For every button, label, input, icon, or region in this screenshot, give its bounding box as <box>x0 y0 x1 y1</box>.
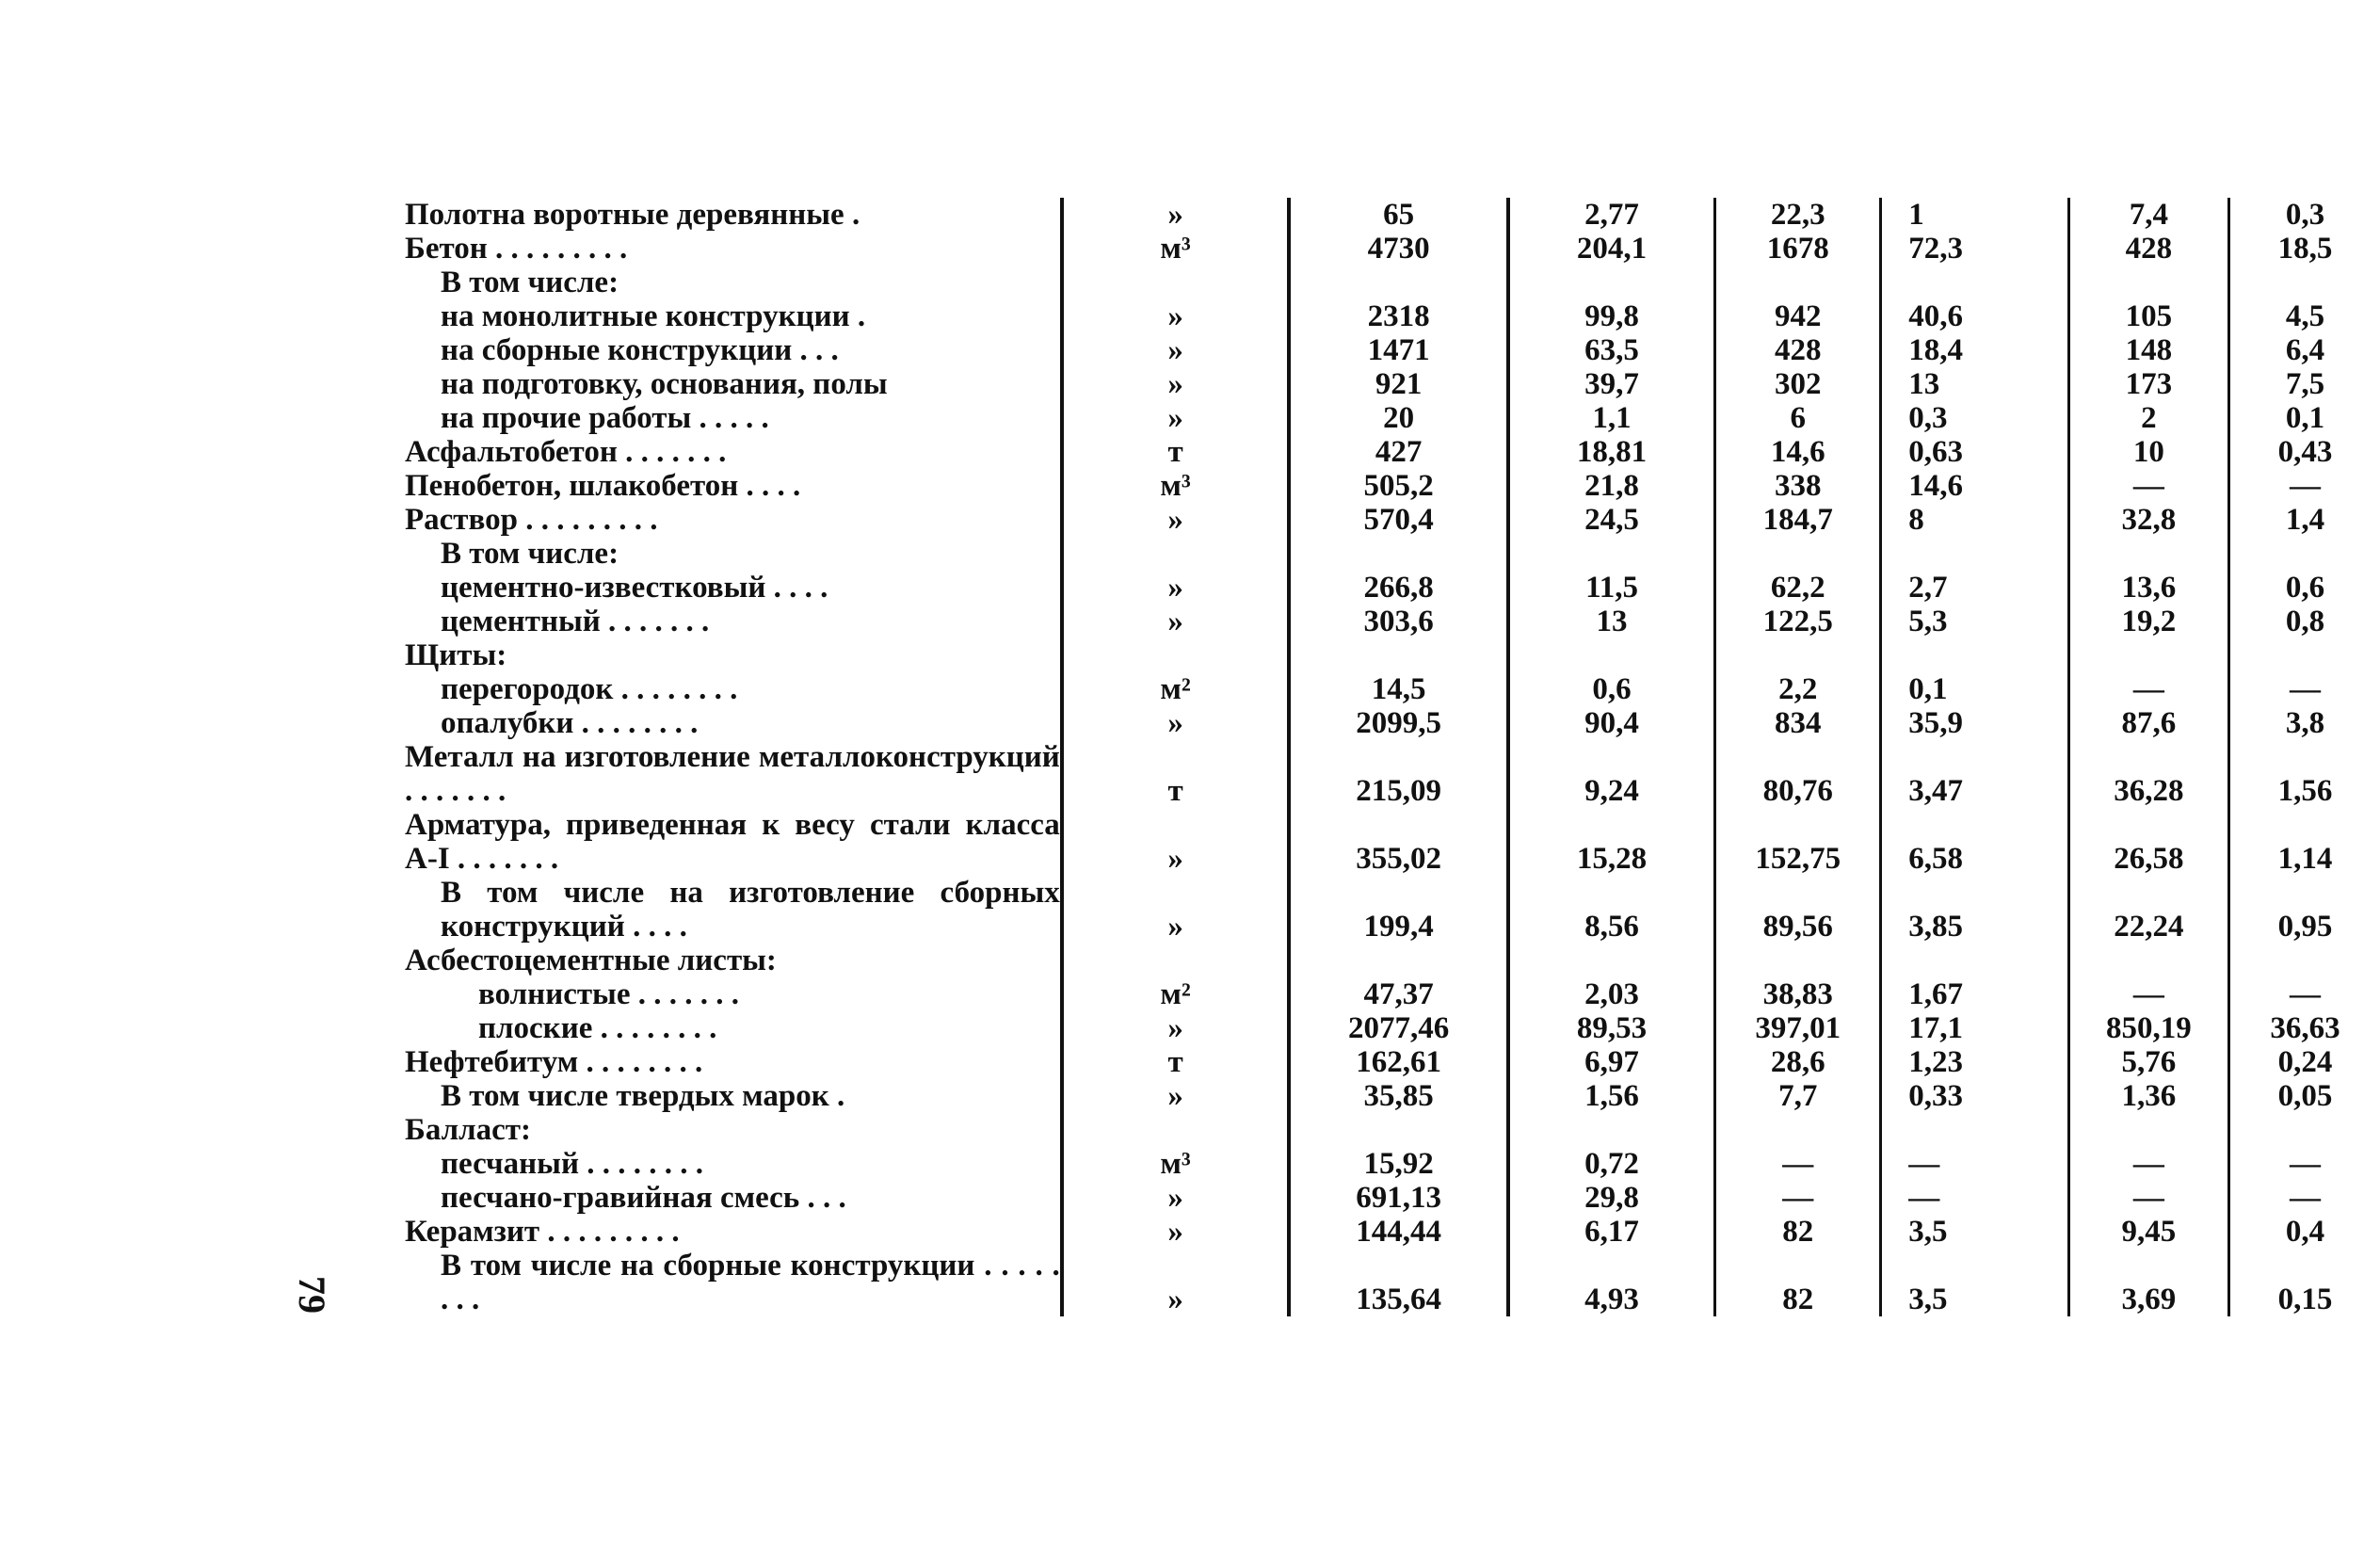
value-cell-col4: 0,33 <box>1881 1079 2069 1113</box>
value-cell-col5: 13,6 <box>2068 571 2228 605</box>
unit-cell: » <box>1062 1181 1290 1215</box>
unit-cell <box>1062 944 1290 977</box>
value-cell-col5: 22,24 <box>2068 876 2228 944</box>
value-cell-col4: 6,58 <box>1881 808 2069 876</box>
value-cell-col6: 0,24 <box>2228 1045 2380 1079</box>
value-cell-col1: 14,5 <box>1289 672 1508 706</box>
table-row <box>405 808 2380 876</box>
value-cell-col6 <box>2228 1113 2380 1147</box>
value-cell-col1: 15,92 <box>1289 1147 1508 1181</box>
table-row <box>405 706 2380 740</box>
value-cell-col3: 184,7 <box>1715 503 1881 537</box>
value-cell-col2: 2,03 <box>1508 977 1715 1011</box>
value-cell-col1 <box>1289 537 1508 571</box>
unit-cell: » <box>1062 367 1290 401</box>
unit-cell: т <box>1062 740 1290 808</box>
value-cell-col2: 15,28 <box>1508 808 1715 876</box>
unit-cell: » <box>1062 808 1290 876</box>
unit-cell: м³ <box>1062 232 1290 266</box>
table-row <box>405 435 2380 469</box>
material-name: Пенобетон, шлакобетон . . . . <box>405 469 801 503</box>
value-cell-col5: 1,36 <box>2068 1079 2228 1113</box>
value-cell-col5: 850,19 <box>2068 1011 2228 1045</box>
value-cell-col6: 0,8 <box>2228 605 2380 638</box>
value-cell-col6: 0,3 <box>2228 198 2380 232</box>
table-row <box>405 740 2380 808</box>
value-cell-col4: 3,5 <box>1881 1249 2069 1316</box>
table-row <box>405 977 2380 1011</box>
value-cell-col5 <box>2068 266 2228 299</box>
value-cell-col1: 162,61 <box>1289 1045 1508 1079</box>
value-cell-col2: 0,72 <box>1508 1147 1715 1181</box>
table-row <box>405 401 2380 435</box>
value-cell-col6: 0,43 <box>2228 435 2380 469</box>
value-cell-col3: 82 <box>1715 1249 1881 1316</box>
value-cell-col2: 1,1 <box>1508 401 1715 435</box>
value-cell-col4: — <box>1881 1181 2069 1215</box>
value-cell-col1: 135,64 <box>1289 1249 1508 1316</box>
value-cell-col4: 17,1 <box>1881 1011 2069 1045</box>
value-cell-col2: 2,77 <box>1508 198 1715 232</box>
value-cell-col4: 13 <box>1881 367 2069 401</box>
value-cell-col2 <box>1508 638 1715 672</box>
value-cell-col3: 22,3 <box>1715 198 1881 232</box>
value-cell-col6: — <box>2228 977 2380 1011</box>
value-cell-col4: 14,6 <box>1881 469 2069 503</box>
value-cell-col3: 82 <box>1715 1215 1881 1249</box>
value-cell-col4: 35,9 <box>1881 706 2069 740</box>
value-cell-col6: 1,4 <box>2228 503 2380 537</box>
value-cell-col5: 148 <box>2068 333 2228 367</box>
value-cell-col5: 428 <box>2068 232 2228 266</box>
material-name: Раствор . . . . . . . . . <box>405 503 658 537</box>
material-name: Арматура, приведенная к весу стали класса A-I . . . . . . . <box>405 808 1060 876</box>
value-cell-col2: 90,4 <box>1508 706 1715 740</box>
value-cell-col6: 0,15 <box>2228 1249 2380 1316</box>
value-cell-col2: 24,5 <box>1508 503 1715 537</box>
table-row <box>405 299 2380 333</box>
value-cell-col5: 26,58 <box>2068 808 2228 876</box>
material-name: В том числе на сборные конструкции . . . . . . . . <box>441 1249 1060 1316</box>
unit-cell: » <box>1062 1011 1290 1045</box>
value-cell-col3: 942 <box>1715 299 1881 333</box>
value-cell-col3: — <box>1715 1147 1881 1181</box>
value-cell-col1: 266,8 <box>1289 571 1508 605</box>
table-row <box>405 1113 2380 1147</box>
value-cell-col1 <box>1289 638 1508 672</box>
value-cell-col3: 38,83 <box>1715 977 1881 1011</box>
value-cell-col4: 0,1 <box>1881 672 2069 706</box>
material-name: на подготовку, основания, полы <box>441 367 888 401</box>
value-cell-col2: 204,1 <box>1508 232 1715 266</box>
value-cell-col6: 4,5 <box>2228 299 2380 333</box>
value-cell-col4 <box>1881 266 2069 299</box>
value-cell-col3: 28,6 <box>1715 1045 1881 1079</box>
unit-cell: м³ <box>1062 1147 1290 1181</box>
material-name: Щиты: <box>405 638 507 672</box>
value-cell-col1: 355,02 <box>1289 808 1508 876</box>
value-cell-col6: 1,14 <box>2228 808 2380 876</box>
value-cell-col4: 1,67 <box>1881 977 2069 1011</box>
value-cell-col3: 1678 <box>1715 232 1881 266</box>
value-cell-col3: 80,76 <box>1715 740 1881 808</box>
unit-cell: » <box>1062 333 1290 367</box>
unit-cell: м³ <box>1062 469 1290 503</box>
unit-cell: м² <box>1062 672 1290 706</box>
material-name: цементно-известковый . . . . <box>441 571 828 605</box>
value-cell-col3: 338 <box>1715 469 1881 503</box>
value-cell-col1: 20 <box>1289 401 1508 435</box>
material-name: Полотна воротные деревянные . <box>405 198 860 232</box>
value-cell-col1: 4730 <box>1289 232 1508 266</box>
value-cell-col3: 834 <box>1715 706 1881 740</box>
unit-cell: » <box>1062 503 1290 537</box>
value-cell-col6: — <box>2228 469 2380 503</box>
unit-cell <box>1062 266 1290 299</box>
unit-cell <box>1062 537 1290 571</box>
unit-cell: » <box>1062 1215 1290 1249</box>
table-row <box>405 537 2380 571</box>
table-row <box>405 571 2380 605</box>
value-cell-col2: 4,93 <box>1508 1249 1715 1316</box>
material-name: волнистые . . . . . . . <box>478 977 739 1011</box>
value-cell-col4: 3,85 <box>1881 876 2069 944</box>
value-cell-col3: 14,6 <box>1715 435 1881 469</box>
value-cell-col4: 8 <box>1881 503 2069 537</box>
value-cell-col4: 72,3 <box>1881 232 2069 266</box>
value-cell-col5 <box>2068 537 2228 571</box>
unit-cell: т <box>1062 435 1290 469</box>
value-cell-col6: 3,8 <box>2228 706 2380 740</box>
table-row <box>405 232 2380 266</box>
value-cell-col2 <box>1508 1113 1715 1147</box>
value-cell-col5: — <box>2068 469 2228 503</box>
value-cell-col6: 0,4 <box>2228 1215 2380 1249</box>
table-row <box>405 1249 2380 1316</box>
unit-cell: » <box>1062 198 1290 232</box>
value-cell-col1 <box>1289 266 1508 299</box>
value-cell-col5 <box>2068 638 2228 672</box>
value-cell-col6: 18,5 <box>2228 232 2380 266</box>
material-name: Нефтебитум . . . . . . . . <box>405 1045 703 1079</box>
unit-cell: » <box>1062 876 1290 944</box>
value-cell-col1: 570,4 <box>1289 503 1508 537</box>
value-cell-col6 <box>2228 944 2380 977</box>
value-cell-col1: 2099,5 <box>1289 706 1508 740</box>
table-row <box>405 469 2380 503</box>
value-cell-col5: — <box>2068 1181 2228 1215</box>
value-cell-col6: 36,63 <box>2228 1011 2380 1045</box>
value-cell-col4 <box>1881 944 2069 977</box>
value-cell-col3: 428 <box>1715 333 1881 367</box>
unit-cell: т <box>1062 1045 1290 1079</box>
unit-cell: » <box>1062 299 1290 333</box>
table-row <box>405 1079 2380 1113</box>
value-cell-col1: 199,4 <box>1289 876 1508 944</box>
value-cell-col6: 1,56 <box>2228 740 2380 808</box>
value-cell-col5: 10 <box>2068 435 2228 469</box>
value-cell-col4: 18,4 <box>1881 333 2069 367</box>
value-cell-col5: 32,8 <box>2068 503 2228 537</box>
value-cell-col1: 691,13 <box>1289 1181 1508 1215</box>
value-cell-col1: 303,6 <box>1289 605 1508 638</box>
material-name: перегородок . . . . . . . . <box>441 672 738 706</box>
material-name: на монолитные конструкции . <box>441 299 866 333</box>
value-cell-col1: 35,85 <box>1289 1079 1508 1113</box>
value-cell-col4 <box>1881 1113 2069 1147</box>
unit-cell: » <box>1062 605 1290 638</box>
value-cell-col2: 89,53 <box>1508 1011 1715 1045</box>
table-row <box>405 605 2380 638</box>
material-name: Асбестоцементные листы: <box>405 944 777 977</box>
value-cell-col2: 6,97 <box>1508 1045 1715 1079</box>
value-cell-col6: 0,1 <box>2228 401 2380 435</box>
value-cell-col4: — <box>1881 1147 2069 1181</box>
page-number: 79 <box>291 1276 333 1314</box>
table-row <box>405 1215 2380 1249</box>
material-name: В том числе: <box>441 537 619 571</box>
table-row <box>405 367 2380 401</box>
value-cell-col6 <box>2228 266 2380 299</box>
value-cell-col4: 1,23 <box>1881 1045 2069 1079</box>
unit-cell: » <box>1062 1249 1290 1316</box>
material-name: на сборные конструкции . . . <box>441 333 839 367</box>
material-name: песчано-гравийная смесь . . . <box>441 1181 846 1215</box>
value-cell-col6: 6,4 <box>2228 333 2380 367</box>
unit-cell: » <box>1062 706 1290 740</box>
value-cell-col5: — <box>2068 672 2228 706</box>
table-row <box>405 198 2380 232</box>
value-cell-col5 <box>2068 1113 2228 1147</box>
value-cell-col5: 7,4 <box>2068 198 2228 232</box>
value-cell-col3: 2,2 <box>1715 672 1881 706</box>
material-name: Металл на изготовление металлоконструкций . . . . . . . <box>405 740 1060 808</box>
table-row <box>405 944 2380 977</box>
value-cell-col1 <box>1289 1113 1508 1147</box>
value-cell-col3: 89,56 <box>1715 876 1881 944</box>
value-cell-col3: 6 <box>1715 401 1881 435</box>
value-cell-col2: 29,8 <box>1508 1181 1715 1215</box>
value-cell-col5: 173 <box>2068 367 2228 401</box>
table-row <box>405 672 2380 706</box>
value-cell-col6: 0,6 <box>2228 571 2380 605</box>
value-cell-col2: 6,17 <box>1508 1215 1715 1249</box>
value-cell-col4: 1 <box>1881 198 2069 232</box>
value-cell-col6 <box>2228 638 2380 672</box>
value-cell-col3: 302 <box>1715 367 1881 401</box>
value-cell-col2: 18,81 <box>1508 435 1715 469</box>
value-cell-col5: — <box>2068 977 2228 1011</box>
value-cell-col1: 65 <box>1289 198 1508 232</box>
value-cell-col2: 13 <box>1508 605 1715 638</box>
value-cell-col1: 2077,46 <box>1289 1011 1508 1045</box>
value-cell-col3: 152,75 <box>1715 808 1881 876</box>
unit-cell: » <box>1062 401 1290 435</box>
value-cell-col4: 5,3 <box>1881 605 2069 638</box>
value-cell-col1: 47,37 <box>1289 977 1508 1011</box>
value-cell-col6: — <box>2228 1181 2380 1215</box>
value-cell-col2: 0,6 <box>1508 672 1715 706</box>
value-cell-col5: 36,28 <box>2068 740 2228 808</box>
value-cell-col1: 215,09 <box>1289 740 1508 808</box>
material-name: Керамзит . . . . . . . . . <box>405 1215 680 1249</box>
value-cell-col3 <box>1715 266 1881 299</box>
value-cell-col4: 40,6 <box>1881 299 2069 333</box>
unit-cell <box>1062 638 1290 672</box>
value-cell-col4 <box>1881 537 2069 571</box>
value-cell-col2: 39,7 <box>1508 367 1715 401</box>
table-row <box>405 503 2380 537</box>
value-cell-col2: 8,56 <box>1508 876 1715 944</box>
value-cell-col6: 7,5 <box>2228 367 2380 401</box>
materials-table-body <box>405 198 2380 1316</box>
value-cell-col2 <box>1508 944 1715 977</box>
value-cell-col6: 0,05 <box>2228 1079 2380 1113</box>
material-name: на прочие работы . . . . . <box>441 401 769 435</box>
value-cell-col1: 921 <box>1289 367 1508 401</box>
value-cell-col5: 87,6 <box>2068 706 2228 740</box>
material-name: песчаный . . . . . . . . <box>441 1147 703 1181</box>
table-row <box>405 1045 2380 1079</box>
value-cell-col1: 505,2 <box>1289 469 1508 503</box>
material-name: В том числе на изготовление сборных конструкций . . . . <box>441 876 1060 944</box>
table-row <box>405 638 2380 672</box>
value-cell-col3 <box>1715 537 1881 571</box>
value-cell-col5: 3,69 <box>2068 1249 2228 1316</box>
value-cell-col5: 105 <box>2068 299 2228 333</box>
unit-cell: » <box>1062 1079 1290 1113</box>
table-row <box>405 1181 2380 1215</box>
material-name: цементный . . . . . . . <box>441 605 710 638</box>
material-name: плоские . . . . . . . . <box>478 1011 717 1045</box>
material-name: В том числе твердых марок . <box>441 1079 845 1113</box>
value-cell-col3 <box>1715 638 1881 672</box>
value-cell-col2 <box>1508 266 1715 299</box>
value-cell-col4 <box>1881 638 2069 672</box>
table-row <box>405 333 2380 367</box>
material-name: Асфальтобетон . . . . . . . <box>405 435 727 469</box>
value-cell-col5: 9,45 <box>2068 1215 2228 1249</box>
value-cell-col6: — <box>2228 1147 2380 1181</box>
value-cell-col5: 19,2 <box>2068 605 2228 638</box>
value-cell-col2: 21,8 <box>1508 469 1715 503</box>
value-cell-col1: 2318 <box>1289 299 1508 333</box>
value-cell-col1: 427 <box>1289 435 1508 469</box>
value-cell-col4: 3,5 <box>1881 1215 2069 1249</box>
value-cell-col5 <box>2068 944 2228 977</box>
unit-cell: » <box>1062 571 1290 605</box>
value-cell-col1: 144,44 <box>1289 1215 1508 1249</box>
value-cell-col2: 9,24 <box>1508 740 1715 808</box>
materials-table <box>405 198 2380 1316</box>
material-name: опалубки . . . . . . . . <box>441 706 699 740</box>
value-cell-col5: — <box>2068 1147 2228 1181</box>
value-cell-col5: 5,76 <box>2068 1045 2228 1079</box>
value-cell-col4: 2,7 <box>1881 571 2069 605</box>
value-cell-col4: 0,3 <box>1881 401 2069 435</box>
value-cell-col3: 7,7 <box>1715 1079 1881 1113</box>
value-cell-col2: 11,5 <box>1508 571 1715 605</box>
value-cell-col2: 99,8 <box>1508 299 1715 333</box>
value-cell-col2: 1,56 <box>1508 1079 1715 1113</box>
value-cell-col1: 1471 <box>1289 333 1508 367</box>
value-cell-col2: 63,5 <box>1508 333 1715 367</box>
table-row <box>405 876 2380 944</box>
value-cell-col3: 122,5 <box>1715 605 1881 638</box>
table-row <box>405 1147 2380 1181</box>
value-cell-col3 <box>1715 944 1881 977</box>
value-cell-col1 <box>1289 944 1508 977</box>
value-cell-col3: 62,2 <box>1715 571 1881 605</box>
value-cell-col5: 2 <box>2068 401 2228 435</box>
value-cell-col2 <box>1508 537 1715 571</box>
value-cell-col6 <box>2228 537 2380 571</box>
material-name: Бетон . . . . . . . . . <box>405 232 628 266</box>
unit-cell: м² <box>1062 977 1290 1011</box>
material-name: В том числе: <box>441 266 619 299</box>
value-cell-col3: — <box>1715 1181 1881 1215</box>
value-cell-col6: 0,95 <box>2228 876 2380 944</box>
value-cell-col3: 397,01 <box>1715 1011 1881 1045</box>
value-cell-col3 <box>1715 1113 1881 1147</box>
value-cell-col6: — <box>2228 672 2380 706</box>
table-row <box>405 1011 2380 1045</box>
value-cell-col4: 0,63 <box>1881 435 2069 469</box>
value-cell-col4: 3,47 <box>1881 740 2069 808</box>
table-row <box>405 266 2380 299</box>
material-name: Балласт: <box>405 1113 531 1147</box>
unit-cell <box>1062 1113 1290 1147</box>
